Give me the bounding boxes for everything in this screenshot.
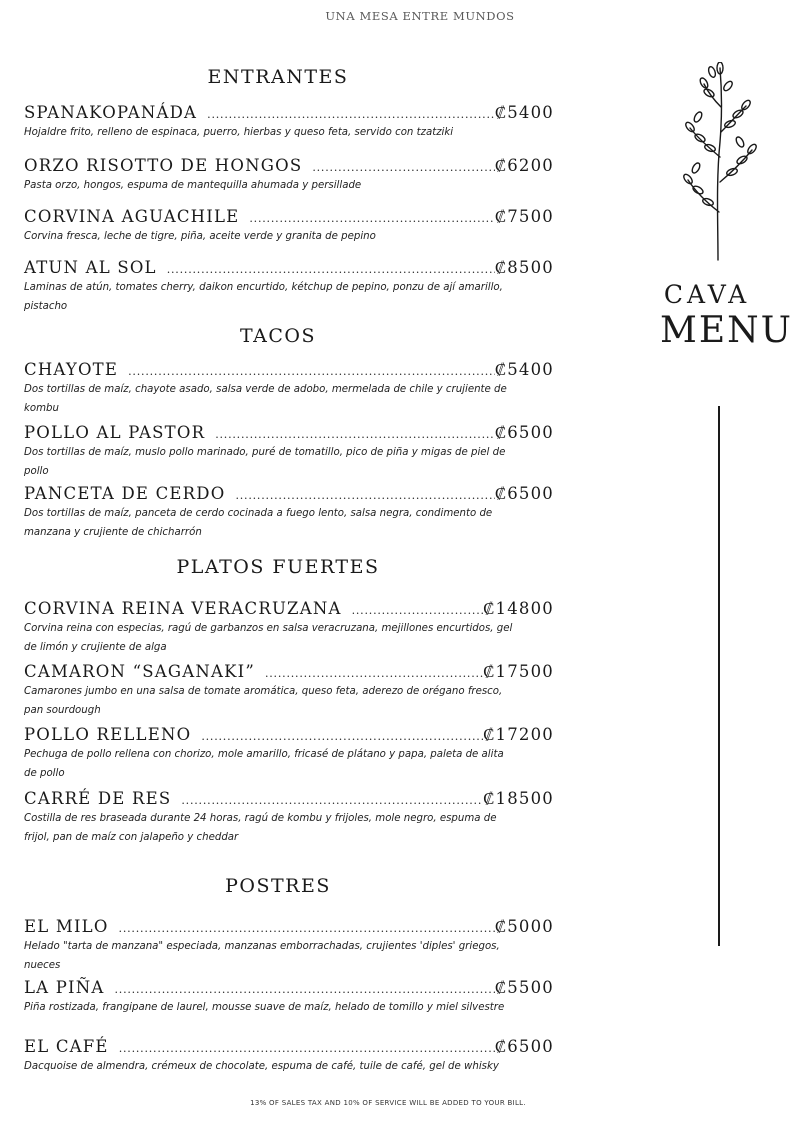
item-description: Dos tortillas de maíz, panceta de cerdo cocinada a fuego lento, salsa negra, condimento de manzana y crujiente de chicharrón [24, 508, 493, 538]
menu-item [24, 599, 554, 657]
menu-item [24, 103, 554, 142]
item-price: ₡17500 [483, 662, 554, 681]
section-title-tacos: TACOS [240, 325, 316, 347]
item-price: ₡5400 [495, 103, 554, 122]
section-title-postres: POSTRES [225, 875, 331, 897]
item-price: ₡6500 [495, 423, 554, 442]
olive-branch-icon [676, 62, 766, 262]
item-name: POLLO AL PASTOR [24, 423, 206, 442]
menu-item [24, 484, 554, 542]
tax-footnote: 13% OF SALES TAX AND 10% OF SERVICE WILL BE ADDED TO YOUR BILL. [250, 1099, 526, 1107]
item-name: CAMARON “SAGANAKI” [24, 662, 255, 681]
item-price: ₡6200 [495, 156, 554, 175]
item-description: Corvina reina con especias, ragú de garbanzos en salsa veracruzana, mejillones encurtidos, gel de limón y crujiente de alga [24, 623, 513, 653]
item-description: Pechuga de pollo rellena con chorizo, mole amarillo, fricasé de plátano y papa, paleta de alita de pollo [24, 749, 504, 779]
menu-item [24, 360, 554, 418]
item-description: Dos tortillas de maíz, muslo pollo marinado, puré de tomatillo, pico de piña y migas de piel de pollo [24, 447, 506, 477]
item-name: CORVINA REINA VERACRUZANA [24, 599, 342, 618]
item-name: POLLO RELLENO [24, 725, 192, 744]
leader-dots [352, 604, 484, 617]
menu-item [24, 662, 554, 720]
item-price: ₡8500 [495, 258, 554, 277]
leader-dots [207, 108, 495, 121]
tagline: UNA MESA ENTRE MUNDOS [325, 9, 515, 23]
menu-item [24, 207, 554, 246]
section-title-entrantes: ENTRANTES [207, 66, 349, 88]
leader-dots [201, 730, 483, 743]
menu-item [24, 1037, 554, 1076]
item-description: Dos tortillas de maíz, chayote asado, salsa verde de adobo, mermelada de chile y crujiente de kombu [24, 384, 507, 414]
leader-dots [249, 212, 495, 225]
item-price: ₡6500 [495, 1037, 554, 1056]
leader-dots [215, 428, 495, 441]
leader-dots [128, 365, 495, 378]
menu-item [24, 725, 554, 783]
leader-dots [119, 1042, 495, 1055]
menu-item [24, 423, 554, 481]
leader-dots [119, 922, 495, 935]
item-description: Piña rostizada, frangipane de laurel, mousse suave de maíz, helado de tomillo y miel silvestre [24, 1002, 505, 1013]
item-description: Hojaldre frito, relleno de espinaca, puerro, hierbas y queso feta, servido con tzatziki [24, 127, 454, 138]
item-name: CARRÉ DE RES [24, 789, 172, 808]
menu-item [24, 978, 554, 1017]
item-price: ₡5000 [495, 917, 554, 936]
item-description: Laminas de atún, tomates cherry, daikon encurtido, kétchup de pepino, ponzu de ají amarillo, pistacho [24, 282, 503, 312]
menu-item [24, 789, 554, 847]
item-name: EL CAFÉ [24, 1037, 109, 1056]
item-name: ORZO RISOTTO DE HONGOS [24, 156, 303, 175]
item-name: SPANAKOPANÁDA [24, 103, 198, 122]
item-description: Costilla de res braseada durante 24 horas, ragú de kombu y frijoles, mole negro, espuma de frijol, pan de maíz con jalapeño y cheddar [24, 813, 497, 843]
item-description: Camarones jumbo en una salsa de tomate aromática, queso feta, aderezo de orégano fresco, pan sourdough [24, 686, 503, 716]
item-name: ATUN AL SOL [24, 258, 157, 277]
menu-item [24, 917, 554, 975]
item-name: LA PIÑA [24, 978, 105, 997]
item-name: EL MILO [24, 917, 109, 936]
item-price: ₡5400 [495, 360, 554, 379]
leader-dots [167, 263, 495, 276]
item-price: ₡5500 [495, 978, 554, 997]
vertical-divider [718, 406, 720, 946]
item-price: ₡14800 [483, 599, 554, 618]
menu-label: MENU [660, 310, 793, 351]
leader-dots [265, 667, 483, 680]
leader-dots [235, 489, 495, 502]
menu-item [24, 156, 554, 195]
cava-label: CAVA [663, 280, 751, 309]
item-price: ₡18500 [483, 789, 554, 808]
leader-dots [312, 161, 495, 174]
item-name: CORVINA AGUACHILE [24, 207, 240, 226]
item-price: ₡7500 [495, 207, 554, 226]
menu-item [24, 258, 554, 316]
item-description: Dacquoise de almendra, crémeux de chocolate, espuma de café, tuile de café, gel de whisky [24, 1061, 499, 1072]
section-title-platos-fuertes: PLATOS FUERTES [176, 556, 380, 578]
leader-dots [181, 794, 483, 807]
item-name: PANCETA DE CERDO [24, 484, 226, 503]
item-price: ₡6500 [495, 484, 554, 503]
item-price: ₡17200 [483, 725, 554, 744]
item-name: CHAYOTE [24, 360, 119, 379]
item-description: Helado "tarta de manzana" especiada, manzanas emborrachadas, crujientes 'diples' griegos, nueces [24, 941, 500, 971]
leader-dots [115, 983, 496, 996]
item-description: Corvina fresca, leche de tigre, piña, aceite verde y granita de pepino [24, 231, 376, 242]
item-description: Pasta orzo, hongos, espuma de mantequilla ahumada y persillade [24, 180, 362, 191]
